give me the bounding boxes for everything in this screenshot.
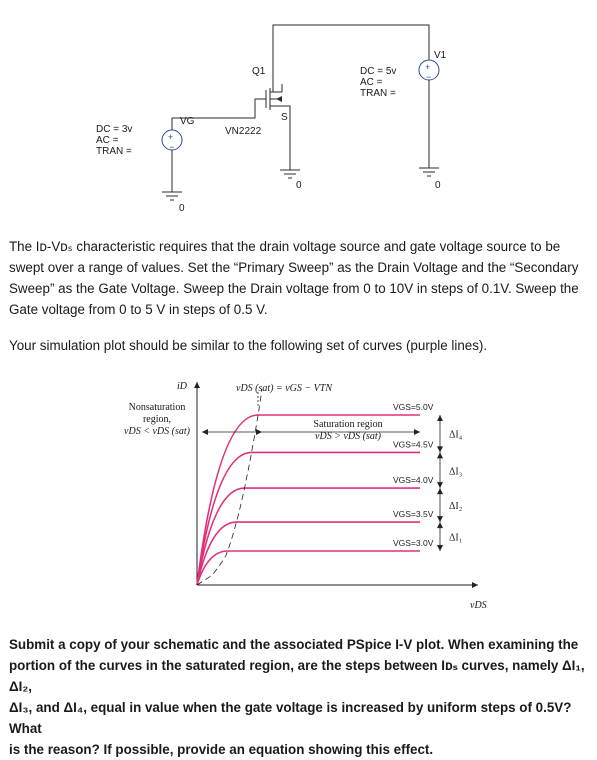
- question-line: portion of the curves in the saturated region, are the steps between Iᴅₛ curves, namely ΔI₁, ΔI₂,: [9, 658, 585, 694]
- instructions-line: swept over a range of values. Set the “Primary Sweep” as the Drain Voltage and the “Secondary: [9, 260, 579, 275]
- ground-symbol-right: [419, 168, 439, 176]
- source-pin-label: S: [281, 112, 288, 123]
- delta-label: ΔI₂: [449, 501, 463, 513]
- right-source-params: [360, 66, 396, 99]
- delta-arrowhead-bottom: [437, 482, 443, 488]
- right-source-tran: TRAN =: [360, 88, 396, 99]
- nonsat-line: Nonsaturation: [128, 402, 186, 413]
- delta-arrowhead-top: [437, 415, 443, 421]
- delta-arrowhead-bottom: [437, 545, 443, 551]
- curve-vgs-3-5v: [197, 522, 420, 585]
- v1-label: V1: [434, 50, 447, 61]
- left-source-tran: TRAN =: [96, 146, 132, 157]
- schematic: [0, 0, 597, 230]
- instructions-line: Sweep” as the Gate Voltage. Sweep the Drain voltage from 0 to 10V in steps of 0.1V. Sweep the: [9, 281, 579, 296]
- svg-text:+: +: [168, 132, 174, 142]
- left-source-ac: AC =: [96, 135, 119, 146]
- instructions-line: Gate voltage from 0 to 5 V in steps of 0.5 V.: [9, 302, 268, 317]
- nonsat-arrowhead-right: [256, 429, 262, 435]
- svg-text:−: −: [426, 72, 432, 82]
- series-label: VGS=4.0V: [393, 475, 434, 486]
- svg-text:−: −: [169, 142, 175, 152]
- svg-text:+: +: [425, 62, 431, 72]
- vds-sat-locus: [197, 390, 262, 586]
- delta-arrowhead-top: [437, 488, 443, 494]
- right-source-dc: DC = 5v: [360, 66, 397, 77]
- delta-arrowhead-bottom: [437, 446, 443, 452]
- delta-arrowhead-top: [437, 452, 443, 458]
- left-source-dc: DC = 3v: [96, 124, 133, 135]
- y-axis-label: iD: [177, 381, 187, 392]
- curve-vgs-4-5v: [197, 452, 420, 585]
- delta-arrowhead-bottom: [437, 516, 443, 522]
- series-label: VGS=4.5V: [393, 439, 434, 450]
- y-axis-arrow: [194, 382, 200, 388]
- series-label: VGS=5.0V: [393, 402, 434, 412]
- curve-vgs-4-0v: [197, 488, 420, 585]
- instructions-paragraph: [9, 236, 589, 320]
- instructions-line: The Iᴅ-Vᴅₛ characteristic requires that the drain voltage source and gate voltage source to be: [9, 239, 561, 254]
- question-line: ΔI₃, and ΔI₄, equal in value when the gate voltage is increased by uniform steps of 0.5V? What: [9, 700, 572, 736]
- nonsat-line: vDS < vDS (sat): [124, 426, 190, 437]
- series-label: VGS=3.0V: [393, 538, 434, 548]
- nonsat-annotation: [116, 402, 198, 438]
- sat-annotation: [308, 419, 388, 443]
- plot-intro-paragraph: Your simulation plot should be similar to the following set of curves (purple lines).: [9, 338, 488, 353]
- left-source-params: [96, 124, 132, 157]
- ground-symbol-left: [162, 192, 182, 200]
- vg-label: VG: [180, 116, 195, 127]
- sat-line: vDS > vDS (sat): [315, 431, 381, 442]
- right-source-ac: AC =: [360, 77, 383, 88]
- curve-vgs-3-0v: [197, 551, 420, 585]
- ground-symbol-mid: [280, 170, 300, 178]
- x-axis-label: vDS: [470, 600, 487, 611]
- ground-label-right: 0: [435, 180, 441, 191]
- q1-label: Q1: [252, 66, 266, 77]
- question-paragraph: [9, 634, 591, 760]
- delta-label: ΔI₄: [449, 429, 463, 441]
- sat-arrowhead: [414, 429, 420, 435]
- part-label: VN2222: [225, 126, 262, 137]
- ground-label-mid: 0: [296, 180, 302, 191]
- question-line: Submit a copy of your schematic and the associated PSpice I-V plot. When examining the: [9, 637, 579, 652]
- ground-label-left: 0: [179, 203, 185, 214]
- delta-label: ΔI₃: [449, 466, 463, 478]
- series-label: VGS=3.5V: [393, 509, 434, 520]
- x-axis-arrow: [472, 582, 478, 588]
- nonsat-arrowhead: [202, 429, 208, 435]
- sat-line: Saturation region: [313, 419, 383, 430]
- id-vds-chart: [0, 372, 597, 622]
- delta-arrowhead-top: [437, 522, 443, 528]
- vds-sat-annotation: vDS (sat) = vGS − VTN: [236, 383, 332, 394]
- question-line: is the reason? If possible, provide an equation showing this effect.: [9, 742, 434, 757]
- nonsat-line: region,: [142, 414, 172, 425]
- delta-label: ΔI₁: [449, 532, 463, 544]
- wire-drain-top: [273, 25, 432, 84]
